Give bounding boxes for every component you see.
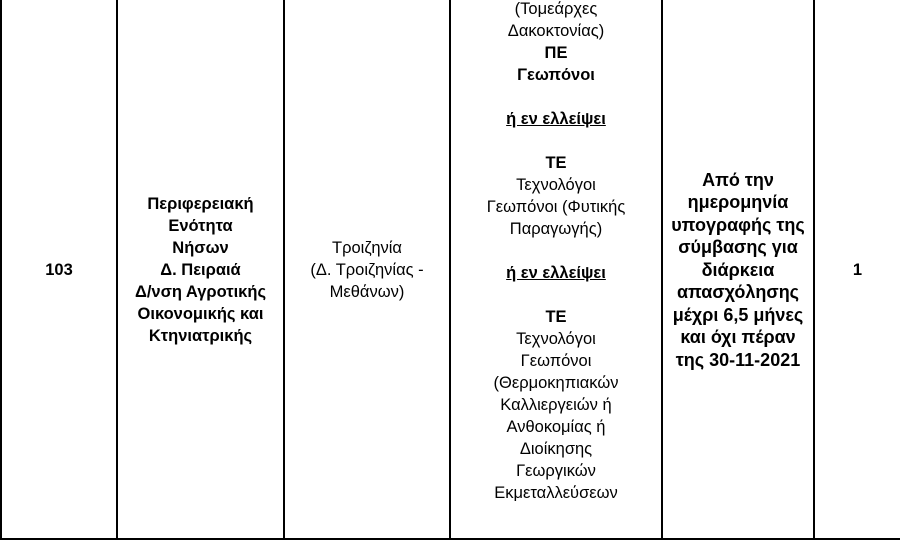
- spec-line: ΠΕ: [544, 44, 568, 62]
- spacer: [450, 86, 662, 108]
- spec-line: (Τομεάρχες: [514, 0, 598, 18]
- spacer: [450, 130, 662, 152]
- spacer: [450, 240, 662, 262]
- spacer: [450, 284, 662, 306]
- spec-line: Γεωπόνοι (Φυτικής: [486, 198, 626, 216]
- spec-line: ΤΕ: [545, 308, 567, 326]
- spec-line: Διοίκησης: [519, 440, 593, 458]
- cell-region: [118, 0, 283, 540]
- duration-text: Από την ημερομηνία υπογραφής της σύμβασης για διάρκεια απασχόλησης μέχρι 6,5 μήνες και όχι πέραν της 30-11-2021: [671, 169, 805, 370]
- spec-line: Δακοκτονίας): [507, 22, 605, 40]
- position-count: 1: [852, 261, 863, 279]
- cell-count: [815, 0, 900, 540]
- spec-line: Γεωπόνοι: [517, 66, 595, 84]
- or-separator: ή εν ελλείψει: [506, 264, 606, 282]
- spec-line: Τεχνολόγοι: [516, 330, 596, 348]
- spec-line: (Θερμοκηπιακών: [493, 374, 619, 392]
- spec-line: Εκμεταλλεύσεων: [494, 484, 618, 502]
- region-text: Περιφερειακή Ενότητα Νήσων Δ. Πειραιά Δ/νση Αγροτικής Οικονομικής και Κτηνιατρικής: [134, 195, 267, 345]
- or-separator: ή εν ελλείψει: [506, 110, 606, 128]
- cell-location: [285, 0, 449, 540]
- spec-line: Παραγωγής): [509, 220, 603, 238]
- spec-line: ΤΕ: [545, 154, 567, 172]
- spec-line: Τεχνολόγοι: [516, 176, 596, 194]
- cell-number: [2, 0, 116, 540]
- position-number: 103: [45, 261, 73, 279]
- spec-line: Γεωπόνοι: [520, 352, 592, 370]
- cell-specialties: [450, 0, 662, 504]
- spec-line: Καλλιεργειών ή: [500, 396, 612, 414]
- spec-line: Γεωργικών: [516, 462, 596, 480]
- cell-duration: [663, 0, 813, 540]
- spec-line: Ανθοκομίας ή: [506, 418, 606, 436]
- location-text: Τροιζηνία (Δ. Τροιζηνίας - Μεθάνων): [310, 239, 424, 301]
